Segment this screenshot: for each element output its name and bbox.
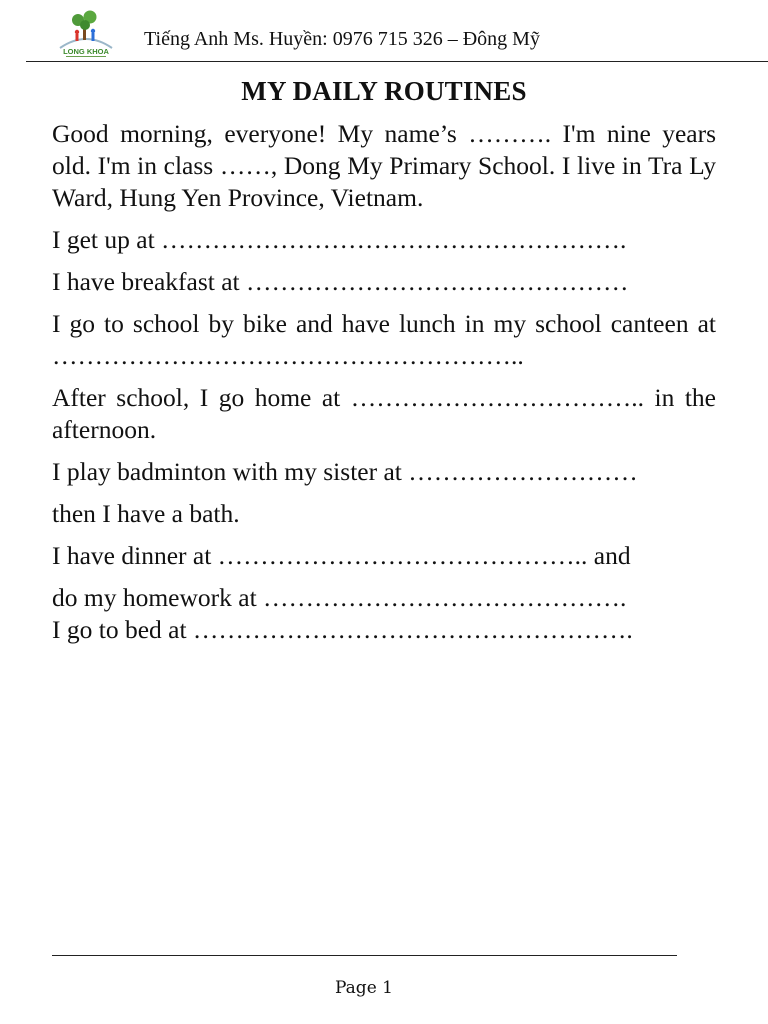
dinner-line: I have dinner at …………………………………….. and [52, 541, 631, 570]
footer-divider [52, 955, 677, 956]
bath-line: then I have a bath. [52, 499, 240, 528]
homework-line: do my homework at ……………………………………. [52, 583, 627, 612]
badminton-line: I play badminton with my sister at ……………………… [52, 457, 638, 486]
worksheet-body [52, 118, 716, 656]
go-home-line: After school, I go home at …………………………….. in the afternoon. [52, 383, 716, 444]
school-lunch-line: I go to school by bike and have lunch in my school canteen at ……………………………………………….. [52, 309, 716, 370]
intro-paragraph: Good morning, everyone! My name’s ………. I'm nine years old. I'm in class ……, Dong My Primary School. I live in Tra Ly Ward, Hung Yen Province, Vietnam. [52, 119, 716, 212]
page-number: Page 1 [335, 978, 393, 998]
page-header [0, 0, 768, 62]
get-up-line: I get up at ………………………………………………. [52, 225, 627, 254]
svg-text:LONG KHOA: LONG KHOA [63, 47, 109, 56]
header-divider [26, 61, 768, 62]
header-contact-text: Tiếng Anh Ms. Huyền: 0976 715 326 – Đông Mỹ [144, 28, 540, 50]
worksheet-title: MY DAILY ROUTINES [241, 76, 527, 106]
long-khoa-logo [56, 8, 116, 58]
bed-line: I go to bed at ……………………………………………. [52, 615, 633, 644]
breakfast-line: I have breakfast at ……………………………………… [52, 267, 629, 296]
